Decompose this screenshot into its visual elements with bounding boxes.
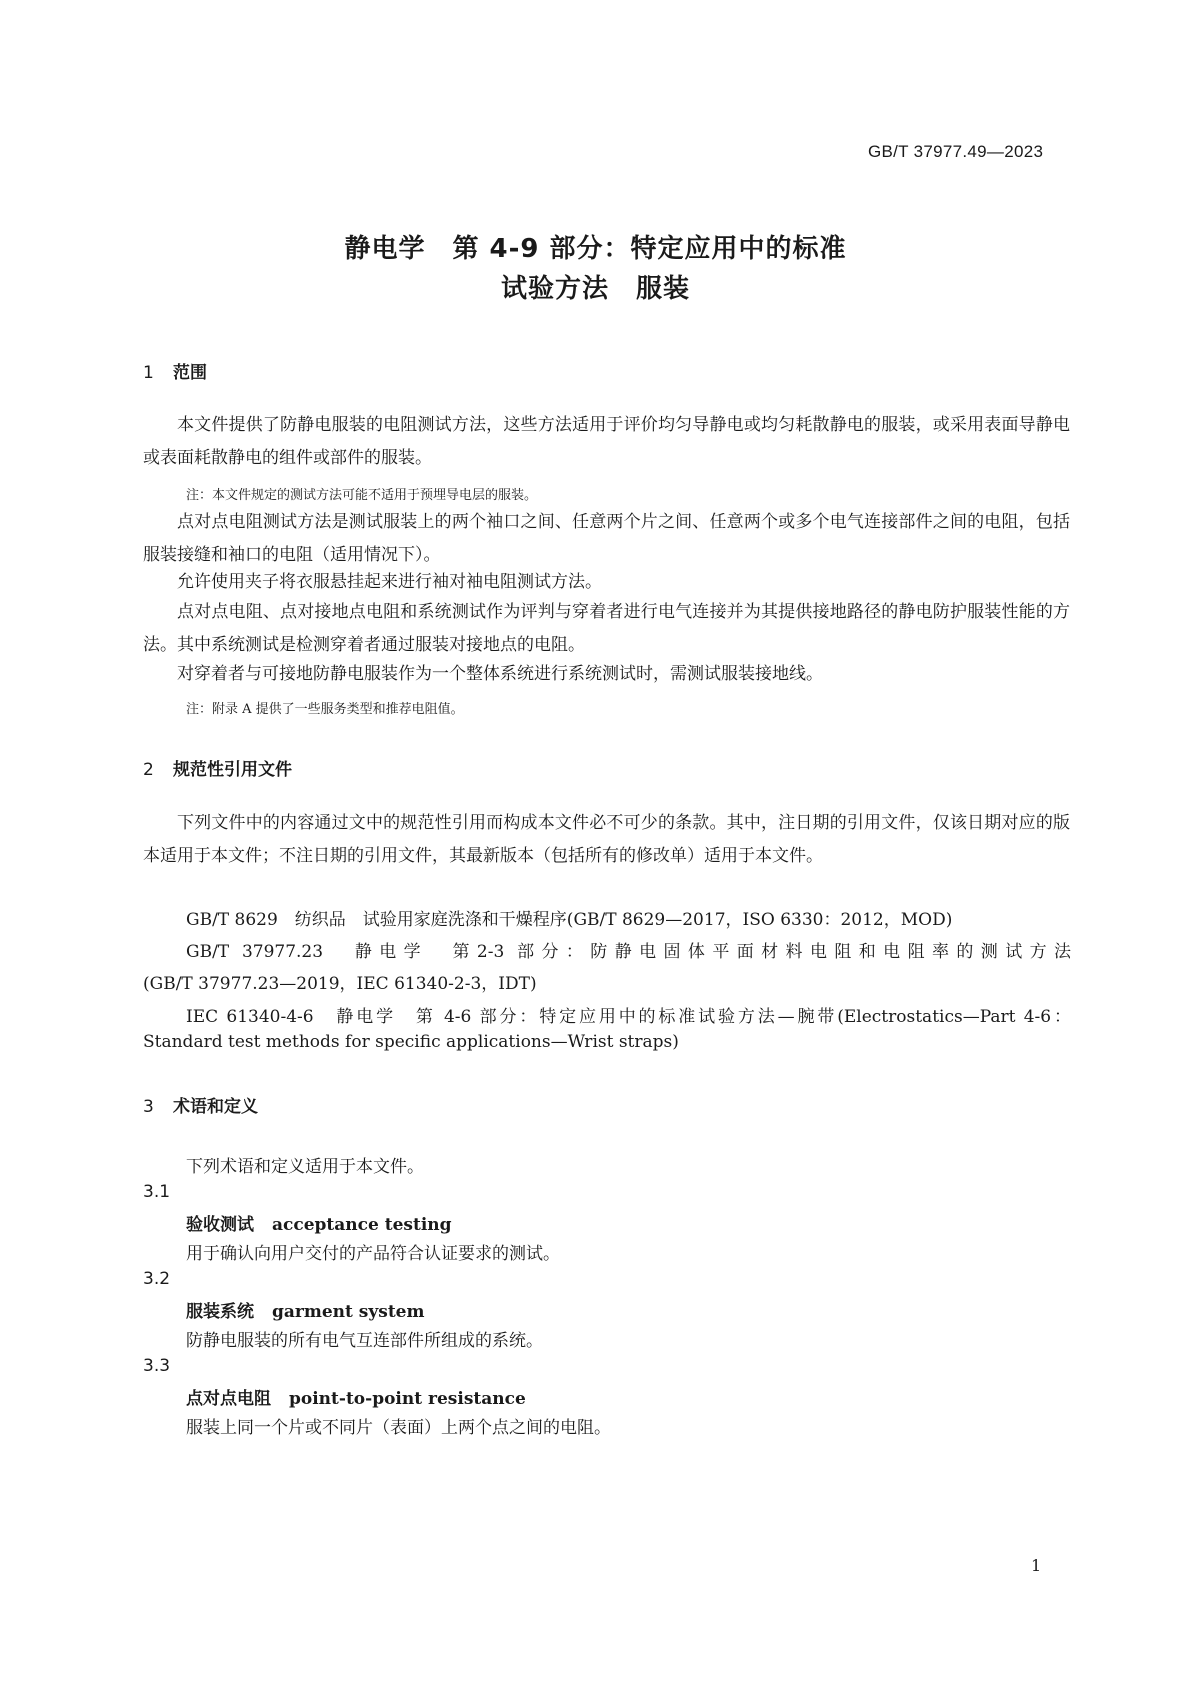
reference-line: Standard test methods for specific applications—Wrist straps) <box>143 1032 679 1052</box>
section-title: 范围 <box>173 363 207 383</box>
term-definition: 服装上同一个片或不同片（表面）上两个点之间的电阻。 <box>186 1418 611 1438</box>
scope-paragraph-2: 点对点电阻测试方法是测试服装上的两个袖口之间、任意两个片之间、任意两个或多个电气连接部件之间的电阻，包括服装接缝和袖口的电阻（适用情况下）。 <box>143 512 1070 565</box>
scope-paragraph-4: 点对点电阻、点对接地点电阻和系统测试作为评判与穿着者进行电气连接并为其提供接地路径的静电防护服装性能的方法。其中系统测试是检测穿着者通过服装对接地点的电阻。 <box>143 602 1070 655</box>
document-title-line2: 试验方法 服装 <box>500 274 690 304</box>
scope-paragraph-5: 对穿着者与可接地防静电服装作为一个整体系统进行系统测试时，需测试服装接地线。 <box>177 664 823 684</box>
section-number: 2 <box>143 760 154 780</box>
document-title-line1: 静电学 第 4-9 部分：特定应用中的标准 <box>344 234 847 264</box>
term-heading <box>186 1210 452 1235</box>
page-number: 1 <box>1031 1556 1042 1575</box>
standard-number: GB/T 37977.49—2023 <box>868 142 1044 161</box>
term-en: point-to-point resistance <box>289 1389 526 1409</box>
note: 注：本文件规定的测试方法可能不适用于预埋导电层的服装。 <box>186 488 538 503</box>
term-definition: 防静电服装的所有电气互连部件所组成的系统。 <box>186 1331 543 1351</box>
note: 注：附录 A 提供了一些服务类型和推荐电阻值。 <box>186 702 464 717</box>
term-zh: 验收测试 <box>186 1215 254 1235</box>
reference-line: IEC 61340-4-6 静电学 第 4-6 部分：特定应用中的标准试验方法—腕带(Electrostatics—Part 4-6： <box>186 1007 1071 1027</box>
term-en: acceptance testing <box>272 1215 452 1235</box>
term-number: 3.3 <box>143 1356 171 1376</box>
scope-paragraph-3: 允许使用夹子将衣服悬挂起来进行袖对袖电阻测试方法。 <box>177 572 602 592</box>
section-title: 术语和定义 <box>173 1097 258 1117</box>
reference-line: GB/T 37977.23 静电学 第2-3 部分：防静电固体平面材料电阻和电阻率的测试方法 <box>186 942 1071 962</box>
term-heading <box>186 1384 526 1409</box>
section-number: 1 <box>143 363 154 383</box>
term-number: 3.1 <box>143 1182 171 1202</box>
reference-item <box>186 1002 1071 1027</box>
section-title: 规范性引用文件 <box>173 760 292 780</box>
term-number: 3.2 <box>143 1269 171 1289</box>
references-intro: 下列文件中的内容通过文中的规范性引用而构成本文件必不可少的条款。其中，注日期的引用文件，仅该日期对应的版本适用于本文件；不注日期的引用文件，其最新版本（包括所有的修改单）适用于本文件。 <box>143 813 1070 866</box>
section-number: 3 <box>143 1097 154 1117</box>
section-1-heading <box>143 358 207 383</box>
term-heading <box>186 1297 424 1322</box>
reference-item: GB/T 8629 纺织品 试验用家庭洗涤和干燥程序(GB/T 8629—2017，ISO 6330：2012，MOD) <box>186 910 953 930</box>
term-zh: 点对点电阻 <box>186 1389 271 1409</box>
terms-intro: 下列术语和定义适用于本文件。 <box>186 1157 424 1177</box>
term-zh: 服装系统 <box>186 1302 254 1322</box>
reference-line: (GB/T 37977.23—2019，IEC 61340-2-3，IDT) <box>143 974 537 994</box>
section-3-heading <box>143 1092 258 1117</box>
term-definition: 用于确认向用户交付的产品符合认证要求的测试。 <box>186 1244 560 1264</box>
term-en: garment system <box>272 1302 425 1322</box>
reference-item <box>186 937 1071 962</box>
section-2-heading <box>143 755 292 780</box>
scope-paragraph-1: 本文件提供了防静电服装的电阻测试方法，这些方法适用于评价均匀导静电或均匀耗散静电的服装，或采用表面导静电或表面耗散静电的组件或部件的服装。 <box>143 415 1070 468</box>
